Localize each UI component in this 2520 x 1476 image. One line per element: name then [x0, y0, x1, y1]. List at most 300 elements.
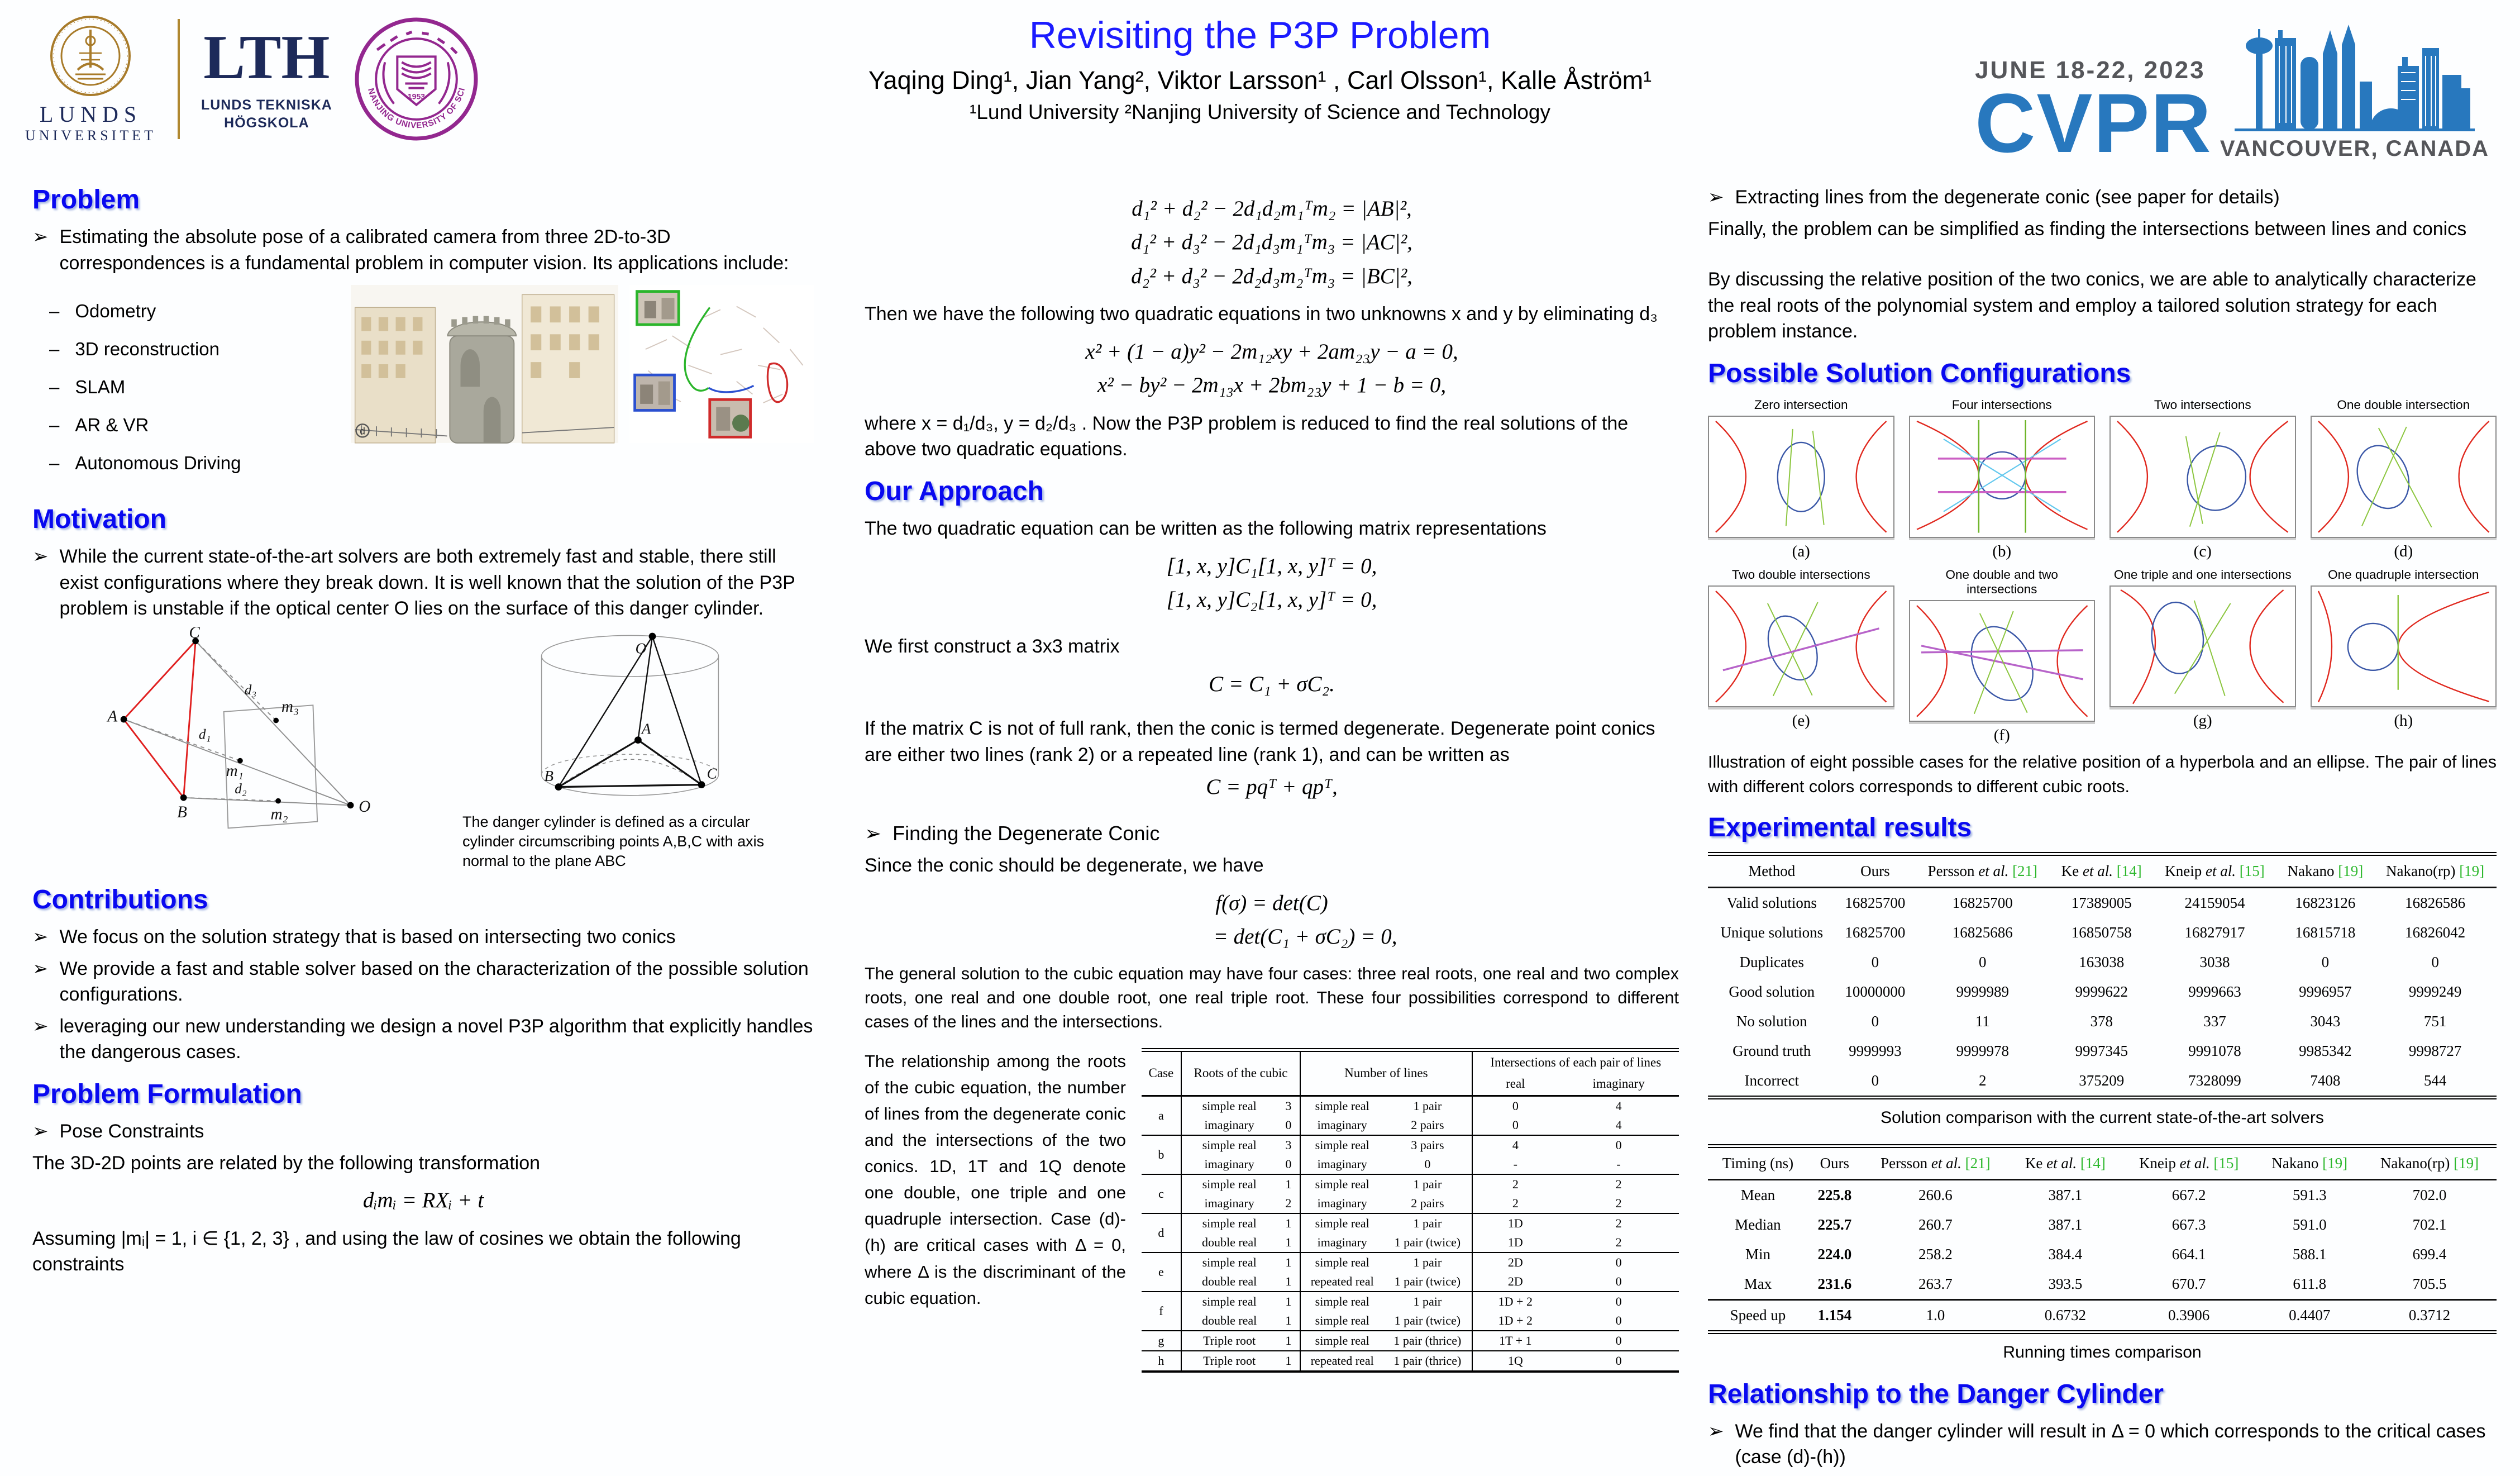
contribution-text: We provide a fast and stable solver based on the characterization of the possible solution configurations.: [59, 958, 809, 1006]
lth-subtitle: [201, 97, 332, 132]
config-a: [1708, 398, 1894, 566]
row-label: Ground truth: [1732, 1042, 1811, 1059]
column-header: Nakano [19]: [2271, 1154, 2348, 1172]
column-header: Nakano(rp) [19]: [2385, 862, 2485, 879]
nanjing-university-seal-icon: [354, 16, 479, 142]
cosine-equations: [865, 192, 1679, 293]
value-cell: 3043: [2310, 1012, 2341, 1030]
transform-equation: dᵢmᵢ = RXᵢ + t: [362, 1188, 484, 1213]
case-label: a: [1158, 1108, 1164, 1122]
timing-table-caption: Running times comparison: [2003, 1342, 2202, 1361]
left-column: [32, 184, 814, 1278]
case-cell: double real: [1181, 1311, 1277, 1331]
contribution-bullet: [32, 1013, 814, 1065]
case-cell: 1: [1285, 1333, 1292, 1348]
case-cell: 0: [1615, 1274, 1622, 1288]
equation-line: [1, x, y]C₂[1, x, y]ᵀ = 0,: [1166, 587, 1377, 612]
configs-heading: Possible Solution Configurations: [1708, 358, 2131, 388]
column-header: Persson et al. [21]: [1927, 862, 2038, 879]
value-cell: 699.4: [2412, 1245, 2447, 1263]
list-item: [49, 377, 340, 398]
arrow-bullet-icon: ➢: [1708, 1420, 1724, 1442]
case-cell: 1: [1285, 1294, 1292, 1308]
para-cubic: The general solution to the cubic equation may have four cases: three real roots, one real and two complex roots, one real and one double root, one real triple root. These four possibilities correspond to different cases of the lines and the intersections.: [865, 964, 1679, 1032]
value-cell: 3038: [2199, 953, 2230, 970]
case-cell: 1 pair: [1413, 1216, 1442, 1230]
config-c: [2109, 398, 2296, 566]
case-cell: 1 pair (twice): [1394, 1274, 1461, 1288]
value-cell: 16850758: [2071, 923, 2132, 941]
value-cell: 16823126: [2295, 894, 2356, 911]
value-cell: 260.6: [1918, 1186, 1953, 1203]
column-header: Ours: [1860, 862, 1890, 879]
poster-title: Revisiting the P3P Problem: [1029, 14, 1491, 56]
value-cell: 16825700: [1952, 894, 2013, 911]
value-cell: 0: [1979, 953, 1987, 970]
case-cell: imaginary: [1181, 1155, 1277, 1174]
arrow-bullet-icon: ➢: [32, 1015, 49, 1037]
case-cell: 2: [1615, 1216, 1622, 1230]
experimental-heading: Experimental results: [1708, 812, 1972, 842]
value-cell: 0: [2321, 953, 2330, 970]
point-label: B: [544, 768, 554, 785]
quadratic-equations: [865, 335, 1679, 403]
danger-bullet: [1708, 1418, 2497, 1470]
distance-label: d₁: [198, 726, 211, 742]
authors: Yaqing Ding¹, Jian Yang², Viktor Larsson¹ , Carl Olsson¹, Kalle Åström¹: [868, 66, 1652, 94]
case-cell: simple real: [1181, 1174, 1277, 1194]
case-cell: 4: [1472, 1135, 1559, 1155]
contribution-bullet: [32, 924, 814, 950]
header: [0, 0, 2520, 184]
dash-icon: –: [49, 377, 60, 398]
config-b: [1909, 398, 2096, 566]
value-cell: 1.0: [1926, 1306, 1945, 1323]
case-cell: simple real: [1300, 1253, 1383, 1272]
config-label: (f): [1993, 726, 2010, 745]
value-cell: 667.3: [2171, 1216, 2206, 1233]
value-cell: 9996957: [2299, 983, 2352, 1000]
case-cell: 4: [1615, 1098, 1622, 1113]
value-cell: 9999993: [1849, 1042, 1902, 1059]
motivation-heading: Motivation: [32, 504, 166, 535]
value-cell: 591.3: [2292, 1186, 2327, 1203]
value-cell: 9998727: [2408, 1042, 2462, 1059]
para-discuss: By discussing the relative position of the two conics, we are able to analytically characterize the real roots of the polynomial system and employ a tailored solution strategy for each problem instance.: [1708, 269, 2476, 342]
case-cell: 2: [1615, 1196, 1622, 1210]
det-equations: [865, 887, 1679, 954]
case-cell: 1 pair (thrice): [1393, 1333, 1462, 1348]
case-cell: imaginary: [1300, 1233, 1383, 1253]
config-title: One quadruple intersection: [2328, 567, 2479, 582]
para-construct: We first construct a 3x3 matrix: [865, 636, 1120, 658]
reconstruction-photo: [351, 282, 618, 446]
value-cell: 544: [2423, 1072, 2447, 1089]
case-cell: imaginary: [1181, 1116, 1277, 1135]
lth-sub-line2: HÖGSKOLA: [224, 115, 309, 131]
case-cell: 1D + 2: [1472, 1311, 1559, 1331]
point-label: O: [359, 797, 371, 816]
c-equation: C = C₁ + σC₂.: [1209, 672, 1335, 696]
application-label: Odometry: [75, 301, 156, 322]
config-h: [2311, 568, 2497, 751]
extract-text: Extracting lines from the degenerate conic (see paper for details): [1735, 187, 2280, 208]
case-label: b: [1158, 1147, 1164, 1161]
cases-row: [865, 1048, 1679, 1373]
config-grid: [1708, 398, 2497, 750]
case-cell: 1 pair: [1413, 1098, 1442, 1113]
distance-label: d₂: [235, 780, 247, 797]
config-title: Zero intersection: [1754, 397, 1848, 412]
case-cell: simple real: [1300, 1096, 1383, 1116]
row-label: Duplicates: [1739, 953, 1804, 970]
middle-column: [865, 184, 1679, 1373]
arrow-bullet-icon: ➢: [865, 821, 882, 845]
application-label: SLAM: [75, 377, 126, 398]
value-cell: 0: [1871, 1012, 1879, 1030]
value-cell: 9997345: [2075, 1042, 2128, 1059]
case-cell: 0: [1615, 1353, 1622, 1368]
value-cell: 260.7: [1918, 1216, 1953, 1233]
config-e-plot: [1709, 587, 1893, 707]
column-header: Nakano [19]: [2287, 862, 2364, 879]
config-d: [2311, 398, 2497, 566]
cvpr-left: [1975, 56, 2212, 170]
column-header: Roots of the cubic: [1181, 1050, 1300, 1096]
solution-table: [1708, 852, 2497, 1099]
list-item: [49, 453, 340, 474]
danger-text: We find that the danger cylinder will result in Δ = 0 which corresponds to the critical cases (case (d)-(h)): [1735, 1420, 2486, 1468]
pq-equation: C = pqᵀ + qpᵀ,: [1206, 774, 1338, 799]
row-label: Min: [1745, 1245, 1770, 1263]
cvpr-wordmark: CVPR: [1975, 76, 2212, 170]
value-cell: 670.7: [2171, 1275, 2206, 1292]
case-cell: 3: [1285, 1137, 1292, 1152]
row-label: Good solution: [1729, 983, 1815, 1000]
case-cell: 0: [1424, 1156, 1431, 1171]
value-cell: 702.0: [2412, 1186, 2447, 1203]
title-block: [618, 13, 1902, 124]
cvpr-logo: [1975, 17, 2489, 170]
config-f: [1909, 568, 2096, 751]
case-cell: 2: [1615, 1177, 1622, 1191]
case-cell: imaginary: [1300, 1155, 1383, 1174]
config-title: One double intersection: [2337, 397, 2470, 412]
case-cell: simple real: [1300, 1135, 1383, 1155]
value-cell: 16815718: [2295, 923, 2356, 941]
config-a-plot: [1709, 417, 1893, 537]
case-cell: 1: [1285, 1177, 1292, 1191]
column-header: imaginary: [1592, 1077, 1645, 1091]
case-cell: 1: [1285, 1274, 1292, 1288]
svg-text:d: d: [360, 425, 365, 437]
value-cell: 225.8: [1817, 1186, 1852, 1203]
value-cell: 16825686: [1952, 923, 2013, 941]
value-cell: 588.1: [2292, 1245, 2327, 1263]
case-cell: 2 pairs: [1411, 1117, 1444, 1132]
lth-sub-line1: LUNDS TEKNISKA: [201, 97, 332, 113]
point-label: m₁: [226, 761, 244, 780]
pose-constraints-label: Pose Constraints: [59, 1121, 204, 1142]
motivation-bullet: [32, 544, 814, 622]
value-cell: 258.2: [1918, 1245, 1953, 1263]
case-cell: 2: [1472, 1174, 1559, 1194]
para-since: Since the conic should be degenerate, we have: [865, 855, 1264, 877]
application-label: Autonomous Driving: [75, 453, 241, 474]
case-cell: imaginary: [1300, 1116, 1383, 1135]
right-column: [1708, 184, 2497, 1476]
lund-university-logo: [25, 14, 156, 144]
case-cell: simple real: [1181, 1253, 1277, 1272]
row-label: No solution: [1736, 1012, 1807, 1030]
distance-label: d₃: [244, 682, 257, 698]
value-cell: 7408: [2310, 1072, 2341, 1089]
case-label: c: [1158, 1186, 1164, 1201]
cvpr-location: VANCOUVER, CANADA: [2220, 136, 2489, 161]
case-cell: simple real: [1300, 1331, 1383, 1351]
value-cell: 263.7: [1918, 1275, 1953, 1292]
value-cell: 9985342: [2299, 1042, 2352, 1059]
column-header: Timing (ns): [1722, 1154, 1794, 1172]
danger-cylinder-diagram: [462, 627, 798, 806]
value-cell: 378: [2090, 1012, 2113, 1030]
point-label: B: [177, 803, 187, 821]
value-cell: 163038: [2079, 953, 2125, 970]
case-cell: -: [1472, 1155, 1559, 1174]
value-cell: 225.7: [1817, 1216, 1852, 1233]
row-label: Speed up: [1730, 1306, 1786, 1323]
applications-list: [49, 284, 340, 491]
case-cell: 1 pair (twice): [1394, 1235, 1461, 1249]
config-label: (g): [2193, 712, 2212, 730]
column-header: Number of lines: [1300, 1050, 1472, 1096]
arrow-bullet-icon: ➢: [32, 958, 49, 979]
value-cell: 17389005: [2071, 894, 2132, 911]
value-cell: 231.6: [1817, 1275, 1852, 1292]
case-cell: 1: [1285, 1235, 1292, 1249]
column-header: Ours: [1820, 1154, 1850, 1172]
value-cell: 667.2: [2171, 1186, 2206, 1203]
case-cell: simple real: [1300, 1213, 1383, 1233]
column-header: real: [1472, 1073, 1559, 1096]
equation-line: d₂² + d₃² − 2d₂d₃m₂ᵀm₃ = |BC|²,: [1131, 264, 1412, 288]
case-cell: -: [1616, 1156, 1621, 1171]
arrow-bullet-icon: ➢: [32, 926, 49, 948]
value-cell: 387.1: [2048, 1216, 2083, 1233]
contribution-bullet: [32, 956, 814, 1008]
point-label: A: [641, 720, 651, 737]
column-header: Nakano(rp) [19]: [2380, 1154, 2479, 1172]
value-cell: 7328099: [2188, 1072, 2241, 1089]
contribution-text: We focus on the solution strategy that is based on intersecting two conics: [59, 926, 676, 948]
nanjing-year: 1953: [407, 92, 425, 101]
case-cell: 3 pairs: [1411, 1137, 1444, 1152]
case-cell: 0: [1472, 1116, 1559, 1135]
value-cell: 16825700: [1845, 894, 1906, 911]
value-cell: 611.8: [2293, 1275, 2327, 1292]
config-title: Two double intersections: [1731, 567, 1870, 582]
matrix-equations: [865, 550, 1679, 617]
row-label: Max: [1744, 1275, 1772, 1292]
column-header: Intersections of each pair of lines: [1472, 1050, 1679, 1073]
value-cell: 0: [2431, 953, 2439, 970]
value-cell: 11: [1975, 1012, 1990, 1030]
value-cell: 9999622: [2075, 983, 2128, 1000]
point-label: C: [707, 765, 717, 782]
value-cell: 9999249: [2408, 983, 2462, 1000]
value-cell: 0: [1871, 1072, 1879, 1089]
case-cell: double real: [1181, 1233, 1277, 1253]
case-cell: 1 pair: [1413, 1294, 1442, 1308]
value-cell: 224.0: [1817, 1245, 1852, 1263]
lund-seal-icon: [49, 14, 132, 98]
application-label: AR & VR: [75, 415, 149, 436]
case-cell: simple real: [1181, 1213, 1277, 1233]
case-cell: 0: [1615, 1137, 1622, 1152]
case-cell: 0: [1285, 1156, 1292, 1171]
vancouver-skyline-icon: [2235, 17, 2475, 134]
list-item: [49, 415, 340, 436]
config-title: Two intersections: [2154, 397, 2251, 412]
para-quadratic: Then we have the following two quadratic equations in two unknowns x and y by eliminating d₃: [865, 303, 1658, 325]
case-cell: simple real: [1181, 1135, 1277, 1155]
case-cell: 1Q: [1472, 1351, 1559, 1372]
equation-line: x² + (1 − a)y² − 2m₁₂xy + 2am₂₃y − a = 0,: [1085, 339, 1458, 364]
case-cell: 1T + 1: [1472, 1331, 1559, 1351]
case-cell: simple real: [1300, 1174, 1383, 1194]
config-b-plot: [1910, 417, 2094, 537]
point-label: A: [107, 707, 118, 726]
config-f-plot: [1910, 601, 2094, 721]
case-cell: 2 pairs: [1411, 1196, 1444, 1210]
cvpr-right: [2220, 17, 2489, 161]
lth-wordmark: LTH: [203, 23, 330, 93]
finding-label: Finding the Degenerate Conic: [892, 821, 1160, 845]
case-cell: 4: [1615, 1117, 1622, 1132]
solution-table-caption: Solution comparison with the current state-of-the-art solvers: [1881, 1108, 2324, 1127]
value-cell: 705.5: [2412, 1275, 2447, 1292]
row-label: Incorrect: [1744, 1072, 1799, 1089]
para-finally: Finally, the problem can be simplified as finding the intersections between lines and conics: [1708, 218, 2467, 240]
value-cell: 9999978: [1956, 1042, 2010, 1059]
cylinder-figure: [462, 627, 798, 871]
case-cell: Triple root: [1181, 1351, 1277, 1372]
value-cell: 9999663: [2188, 983, 2241, 1000]
config-h-plot: [2312, 587, 2496, 707]
nanjing-ring-text: NANJING UNIVERSITY OF SCIENCE & TECHNOLOGY: [365, 72, 467, 131]
column-header: Case: [1148, 1065, 1174, 1080]
lund-line1: LUNDS: [39, 102, 142, 127]
arrow-bullet-icon: ➢: [32, 226, 49, 247]
case-cell: 1D + 2: [1472, 1292, 1559, 1311]
config-g-plot: [2111, 587, 2295, 707]
case-cell: simple real: [1300, 1292, 1383, 1311]
equation-line: d₁² + d₂² − 2d₁d₂m₁ᵀm₂ = |AB|²,: [1132, 197, 1412, 221]
case-cell: 2: [1285, 1196, 1292, 1210]
case-cell: 2: [1472, 1194, 1559, 1213]
para-matrix: The two quadratic equation can be written as the following matrix representations: [865, 517, 1547, 539]
column-header: Persson et al. [21]: [1881, 1154, 1991, 1172]
case-label: g: [1158, 1333, 1164, 1348]
config-title: One triple and one intersections: [2113, 567, 2292, 582]
column-header: Kneip et al. [15]: [2165, 862, 2265, 879]
equation-line: = det(C₁ + σC₂) = 0,: [1213, 925, 1397, 949]
case-cell: repeated real: [1300, 1351, 1383, 1372]
case-cell: 1: [1285, 1353, 1292, 1368]
column-header: Kneip et al. [15]: [2139, 1154, 2239, 1172]
diagram-row: [32, 627, 814, 871]
case-cell: 1: [1285, 1216, 1292, 1230]
case-cell: 2D: [1472, 1253, 1559, 1272]
dash-icon: –: [49, 301, 60, 322]
value-cell: 664.1: [2171, 1245, 2206, 1263]
case-cell: Triple root: [1181, 1331, 1277, 1351]
column-header: Method: [1748, 862, 1796, 879]
extract-bullet: [1708, 184, 2497, 211]
svg-text:NANJING UNIVERSITY OF SCIENCE: [366, 72, 467, 131]
case-cell: 1 pair (thrice): [1393, 1353, 1462, 1368]
config-label: (c): [2193, 542, 2212, 560]
value-cell: 0.3906: [2168, 1306, 2210, 1323]
row-label: Unique solutions: [1720, 923, 1824, 941]
contribution-text: leveraging our new understanding we design a novel P3P algorithm that explicitly handles the dangerous cases.: [59, 1015, 813, 1063]
case-cell: 1 pair (twice): [1394, 1313, 1461, 1327]
config-label: (b): [1992, 542, 2012, 560]
value-cell: 393.5: [2048, 1275, 2083, 1292]
column-header: Ke et al. [14]: [2025, 1154, 2106, 1172]
value-cell: 16827917: [2184, 923, 2245, 941]
value-cell: 16826586: [2405, 894, 2466, 911]
case-cell: 1: [1285, 1313, 1292, 1327]
value-cell: 9991078: [2188, 1042, 2241, 1059]
para-where: where x = d₁/d₃, y = d₂/d₃ . Now the P3P problem is reduced to find the real solutions of the above two quadratic equations.: [865, 412, 1629, 460]
problem-bullet: [32, 224, 814, 276]
case-cell: 2D: [1472, 1272, 1559, 1292]
value-cell: 16825700: [1845, 923, 1906, 941]
value-cell: 591.0: [2292, 1216, 2327, 1233]
case-label: d: [1158, 1225, 1164, 1240]
config-d-plot: [2312, 417, 2496, 537]
case-cell: 0: [1615, 1333, 1622, 1348]
arrow-bullet-icon: ➢: [1708, 187, 1724, 208]
value-cell: 10000000: [1845, 983, 1906, 1000]
row-label: Valid solutions: [1726, 894, 1817, 911]
motivation-text: While the current state-of-the-art solvers are both extremely fast and stable, there still exist configurations where they break down. It is well known that the solution of the P3P problem is unstable if the optical center O lies on the surface of this danger cylinder.: [59, 546, 795, 620]
row-label: Median: [1735, 1216, 1781, 1233]
value-cell: 387.1: [2048, 1186, 2083, 1203]
case-cell: simple real: [1181, 1292, 1277, 1311]
case-cell: 1: [1285, 1255, 1292, 1269]
case-cell: imaginary: [1300, 1194, 1383, 1213]
formulation-text2: Assuming |mᵢ| = 1, i ∈ {1, 2, 3} , and using the law of cosines we obtain the following constraints: [32, 1227, 741, 1275]
value-cell: 2: [1979, 1072, 1987, 1089]
case-cell: 0: [1285, 1117, 1292, 1132]
configs-caption: Illustration of eight possible cases for the relative position of a hyperbola and an ellipse. The pair of lines with different colors corresponds to different cubic roots.: [1708, 753, 2497, 796]
case-cell: double real: [1181, 1272, 1277, 1292]
equation-line: x² − by² − 2m₁₃x + 2bm₂₃y + 1 − b = 0,: [1097, 373, 1447, 398]
divider: [178, 19, 180, 139]
config-label: (h): [2394, 712, 2413, 730]
case-label: h: [1158, 1353, 1164, 1368]
point-label: C: [189, 627, 200, 642]
case-label: e: [1158, 1264, 1164, 1279]
logo-group: [25, 14, 479, 144]
problem-heading: Problem: [32, 185, 140, 215]
equation-line: f(σ) = det(C): [1215, 891, 1328, 915]
case-label: f: [1159, 1303, 1163, 1318]
point-label: m₃: [281, 697, 299, 716]
application-label: 3D reconstruction: [75, 339, 219, 360]
